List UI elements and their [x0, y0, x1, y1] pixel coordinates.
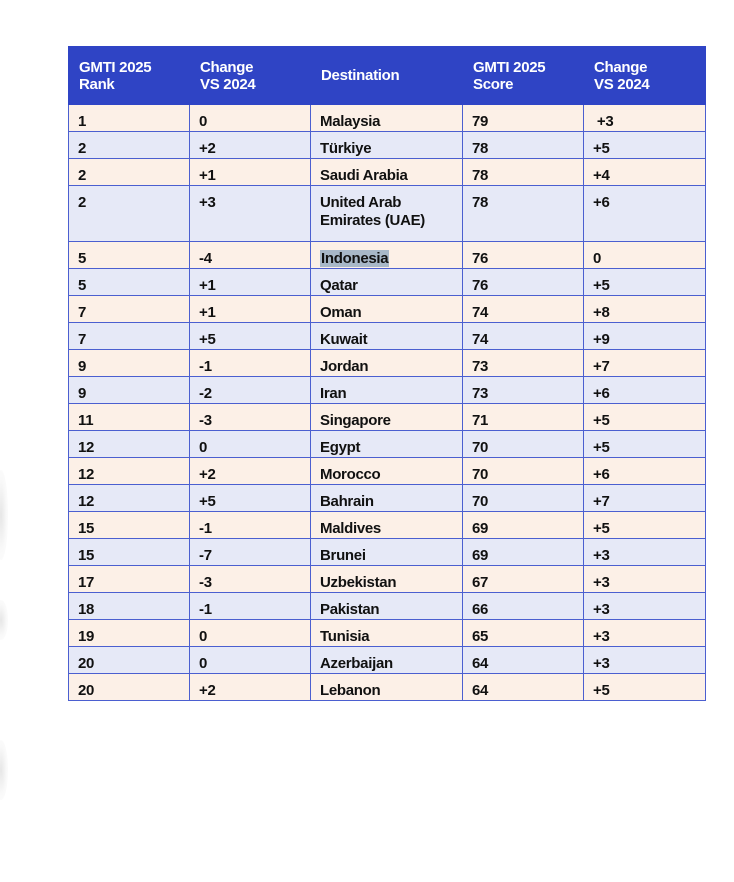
- destination-name: Saudi Arabia: [320, 167, 408, 184]
- rank-cell: 15: [69, 512, 190, 539]
- destination-name: Pakistan: [320, 601, 380, 618]
- score-change-cell: +5: [584, 431, 706, 458]
- destination-name: Kuwait: [320, 331, 368, 348]
- destination-cell: [311, 377, 463, 404]
- score-cell: 67: [463, 566, 584, 593]
- change-vs-2024-cell: +5: [190, 323, 311, 350]
- score-change-cell: +3: [584, 647, 706, 674]
- score-change-cell: +5: [584, 404, 706, 431]
- score-change-cell: +8: [584, 296, 706, 323]
- header-label: GMTI 2025: [473, 58, 546, 76]
- header-label: Change: [594, 58, 648, 76]
- destination-name: Oman: [320, 304, 362, 321]
- gmti-ranking-table: [68, 46, 706, 701]
- score-change-cell: +9: [584, 323, 706, 350]
- header-rank: [69, 47, 190, 105]
- score-change-cell: +6: [584, 458, 706, 485]
- change-vs-2024-cell: -1: [190, 512, 311, 539]
- destination-cell: [311, 105, 463, 132]
- destination-cell: [311, 159, 463, 186]
- destination-cell: [311, 350, 463, 377]
- destination-cell: [311, 458, 463, 485]
- header-change-vs-2024: [190, 47, 311, 105]
- rank-cell: 12: [69, 485, 190, 512]
- table-row: [69, 647, 706, 674]
- rank-cell: 20: [69, 647, 190, 674]
- table-row: [69, 159, 706, 186]
- destination-name: Malaysia: [320, 113, 381, 130]
- destination-cell: [311, 566, 463, 593]
- destination-cell: [311, 512, 463, 539]
- score-change-cell: +3: [584, 566, 706, 593]
- change-vs-2024-cell: +2: [190, 132, 311, 159]
- score-change-cell: +6: [584, 377, 706, 404]
- table-row: [69, 186, 706, 242]
- rank-cell: 2: [69, 159, 190, 186]
- destination-cell: [311, 593, 463, 620]
- table-row: [69, 296, 706, 323]
- change-vs-2024-cell: -4: [190, 242, 311, 269]
- score-cell: 66: [463, 593, 584, 620]
- table-row: [69, 674, 706, 701]
- table-row: [69, 404, 706, 431]
- table-row: [69, 512, 706, 539]
- destination-cell: [311, 404, 463, 431]
- table-row: [69, 485, 706, 512]
- score-change-cell: +4: [584, 159, 706, 186]
- header-label: VS 2024: [200, 75, 256, 93]
- score-cell: 74: [463, 323, 584, 350]
- change-vs-2024-cell: -3: [190, 404, 311, 431]
- header-label: VS 2024: [594, 75, 650, 93]
- destination-name: Qatar: [320, 277, 358, 294]
- change-vs-2024-cell: 0: [190, 620, 311, 647]
- destination-cell: [311, 674, 463, 701]
- destination-name: Bahrain: [320, 493, 374, 510]
- rank-cell: 15: [69, 539, 190, 566]
- table-row: [69, 377, 706, 404]
- destination-name: Türkiye: [320, 140, 372, 157]
- table-row: [69, 566, 706, 593]
- destination-name: Jordan: [320, 358, 369, 375]
- rank-cell: 17: [69, 566, 190, 593]
- change-vs-2024-cell: +3: [190, 186, 311, 242]
- header-label: Destination: [321, 67, 400, 84]
- score-cell: 70: [463, 458, 584, 485]
- score-cell: 78: [463, 159, 584, 186]
- score-cell: 70: [463, 431, 584, 458]
- score-change-cell: +5: [584, 269, 706, 296]
- score-change-cell: +3: [584, 105, 706, 132]
- rank-cell: 2: [69, 186, 190, 242]
- destination-cell: [311, 296, 463, 323]
- score-cell: 78: [463, 132, 584, 159]
- destination-cell: [311, 431, 463, 458]
- table-body: [69, 105, 706, 701]
- destination-cell: [311, 323, 463, 350]
- destination-name: Singapore: [320, 412, 391, 429]
- score-cell: 65: [463, 620, 584, 647]
- rank-cell: 2: [69, 132, 190, 159]
- change-vs-2024-cell: -1: [190, 593, 311, 620]
- rank-cell: 11: [69, 404, 190, 431]
- score-cell: 79: [463, 105, 584, 132]
- destination-name: Emirates (UAE): [320, 212, 425, 229]
- table-header: [69, 47, 706, 105]
- rank-cell: 12: [69, 431, 190, 458]
- table-row: [69, 593, 706, 620]
- score-cell: 73: [463, 377, 584, 404]
- rank-cell: 12: [69, 458, 190, 485]
- score-cell: 70: [463, 485, 584, 512]
- destination-cell: [311, 647, 463, 674]
- change-vs-2024-cell: -1: [190, 350, 311, 377]
- score-change-cell: 0: [584, 242, 706, 269]
- table-row: [69, 539, 706, 566]
- score-change-cell: +3: [584, 539, 706, 566]
- destination-name: Egypt: [320, 439, 361, 456]
- score-change-cell: +6: [584, 186, 706, 242]
- destination-cell: [311, 186, 463, 242]
- header-label: Change: [200, 58, 254, 76]
- score-change-cell: +3: [584, 620, 706, 647]
- destination-name: Lebanon: [320, 682, 381, 699]
- header-destination: [311, 47, 463, 105]
- background-smudge: [0, 600, 8, 640]
- destination-name: Tunisia: [320, 628, 370, 645]
- destination-cell: [311, 242, 463, 269]
- change-vs-2024-cell: +5: [190, 485, 311, 512]
- destination-cell: [311, 620, 463, 647]
- destination-name: Iran: [320, 385, 347, 402]
- score-change-cell: +3: [584, 593, 706, 620]
- change-vs-2024-cell: +1: [190, 296, 311, 323]
- change-vs-2024-cell: -3: [190, 566, 311, 593]
- change-vs-2024-cell: 0: [190, 647, 311, 674]
- score-cell: 64: [463, 647, 584, 674]
- change-vs-2024-cell: 0: [190, 105, 311, 132]
- header-score: [463, 47, 584, 105]
- rank-cell: 20: [69, 674, 190, 701]
- change-vs-2024-cell: -7: [190, 539, 311, 566]
- background-smudge: [0, 740, 8, 800]
- rank-cell: 7: [69, 323, 190, 350]
- score-cell: 74: [463, 296, 584, 323]
- rank-cell: 5: [69, 269, 190, 296]
- rank-cell: 5: [69, 242, 190, 269]
- score-cell: 69: [463, 539, 584, 566]
- rank-cell: 1: [69, 105, 190, 132]
- header-label: Rank: [79, 75, 115, 93]
- score-cell: 69: [463, 512, 584, 539]
- change-vs-2024-cell: +2: [190, 674, 311, 701]
- table-row: [69, 431, 706, 458]
- destination-cell: [311, 269, 463, 296]
- table-row: [69, 620, 706, 647]
- table-row: [69, 105, 706, 132]
- score-change-cell: +5: [584, 132, 706, 159]
- rank-cell: 7: [69, 296, 190, 323]
- destination-cell: [311, 539, 463, 566]
- change-vs-2024-cell: -2: [190, 377, 311, 404]
- score-cell: 64: [463, 674, 584, 701]
- change-vs-2024-cell: +2: [190, 458, 311, 485]
- score-cell: 71: [463, 404, 584, 431]
- destination-name: Morocco: [320, 466, 381, 483]
- table-row: [69, 350, 706, 377]
- destination-name: Brunei: [320, 547, 366, 564]
- table-row: [69, 242, 706, 269]
- table-row: [69, 323, 706, 350]
- destination-name: Uzbekistan: [320, 574, 397, 591]
- score-cell: 78: [463, 186, 584, 242]
- header-label: Score: [473, 75, 514, 93]
- change-vs-2024-cell: 0: [190, 431, 311, 458]
- score-cell: 76: [463, 242, 584, 269]
- rank-cell: 19: [69, 620, 190, 647]
- table-row: [69, 132, 706, 159]
- destination-cell: [311, 485, 463, 512]
- table-row: [69, 269, 706, 296]
- score-change-cell: +7: [584, 350, 706, 377]
- header-row: [69, 47, 706, 105]
- destination-name-highlighted: Indonesia: [321, 250, 389, 267]
- destination-name: United Arab: [320, 194, 402, 211]
- header-change-vs-2024-score: [584, 47, 706, 105]
- change-vs-2024-cell: +1: [190, 159, 311, 186]
- header-label: GMTI 2025: [79, 58, 152, 76]
- score-change-cell: +7: [584, 485, 706, 512]
- score-cell: 76: [463, 269, 584, 296]
- score-change-cell: +5: [584, 512, 706, 539]
- table-row: [69, 458, 706, 485]
- rank-cell: 9: [69, 350, 190, 377]
- destination-name: Azerbaijan: [320, 655, 393, 672]
- rank-cell: 9: [69, 377, 190, 404]
- destination-cell: [311, 132, 463, 159]
- score-change-cell: +5: [584, 674, 706, 701]
- rank-cell: 18: [69, 593, 190, 620]
- background-smudge: [0, 470, 8, 560]
- change-vs-2024-cell: +1: [190, 269, 311, 296]
- destination-name: Maldives: [320, 520, 381, 537]
- score-cell: 73: [463, 350, 584, 377]
